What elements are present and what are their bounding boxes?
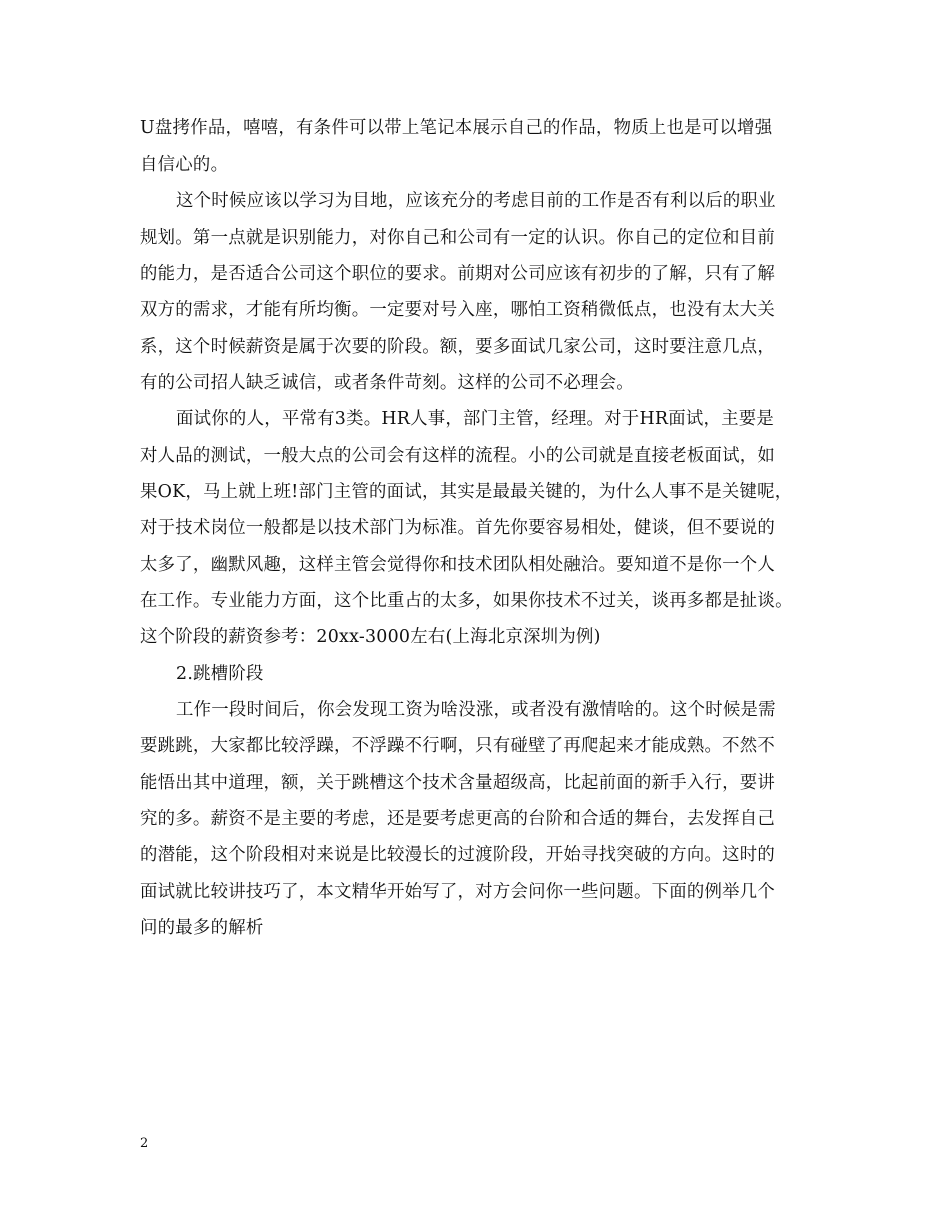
paragraph-first-line: 这个时候应该以学习为目地，应该充分的考虑目前的工作是否有利以后的职业 [176, 191, 776, 211]
text-line: 问的最多的解析 [140, 918, 264, 938]
page-number: 2 [140, 1136, 149, 1151]
text-line: 果OK，马上就上班!部门主管的面试，其实是最最关键的，为什么人事不是关键呢， [140, 482, 793, 502]
text-line: 在工作。专业能力方面，这个比重占的太多，如果你技术不过关，谈再多都是扯谈。 [140, 591, 793, 611]
section-heading: 2.跳槽阶段 [176, 664, 264, 684]
paragraph-first-line: 面试你的人，平常有3类。HR人事，部门主管，经理。对于HR面试，主要是 [176, 409, 775, 429]
text-line: 自信心的。 [140, 155, 229, 175]
text-line: 对于技术岗位一般都是以技术部门为标准。首先你要容易相处，健谈，但不要说的 [140, 518, 776, 538]
text-line: U盘拷作品，嘻嘻，有条件可以带上笔记本展示自己的作品，物质上也是可以增强 [140, 118, 773, 138]
text-line: 的能力，是否适合公司这个职位的要求。前期对公司应该有初步的了解，只有了解 [140, 264, 776, 284]
text-line: 能悟出其中道理，额，关于跳槽这个技术含量超级高，比起前面的新手入行，要讲 [140, 773, 776, 793]
text-line: 系，这个时候薪资是属于次要的阶段。额，要多面试几家公司，这时要注意几点， [140, 337, 776, 357]
text-line: 究的多。薪资不是主要的考虑，还是要考虑更高的台阶和合适的舞台，去发挥自己 [140, 809, 776, 829]
text-line: 这个阶段的薪资参考：20xx-3000左右(上海北京深圳为例) [140, 627, 601, 647]
text-line: 的潜能，这个阶段相对来说是比较漫长的过渡阶段，开始寻找突破的方向。这时的 [140, 845, 776, 865]
text-line: 对人品的测试，一般大点的公司会有这样的流程。小的公司就是直接老板面试，如 [140, 446, 776, 466]
text-line: 太多了，幽默风趣，这样主管会觉得你和技术团队相处融洽。要知道不是你一个人 [140, 555, 776, 575]
text-line: 规划。第一点就是识别能力，对你自己和公司有一定的认识。你自己的定位和目前 [140, 228, 776, 248]
text-line: 双方的需求，才能有所均衡。一定要对号入座，哪怕工资稍微低点，也没有太大关 [140, 300, 776, 320]
text-line: 要跳跳，大家都比较浮躁，不浮躁不行啊，只有碰壁了再爬起来才能成熟。不然不 [140, 736, 776, 756]
text-line: 有的公司招人缺乏诚信，或者条件苛刻。这样的公司不必理会。 [140, 373, 634, 393]
paragraph-first-line: 工作一段时间后，你会发现工资为啥没涨，或者没有激情啥的。这个时候是需 [176, 700, 776, 720]
text-line: 面试就比较讲技巧了，本文精华开始写了，对方会问你一些问题。下面的例举几个 [140, 882, 776, 902]
